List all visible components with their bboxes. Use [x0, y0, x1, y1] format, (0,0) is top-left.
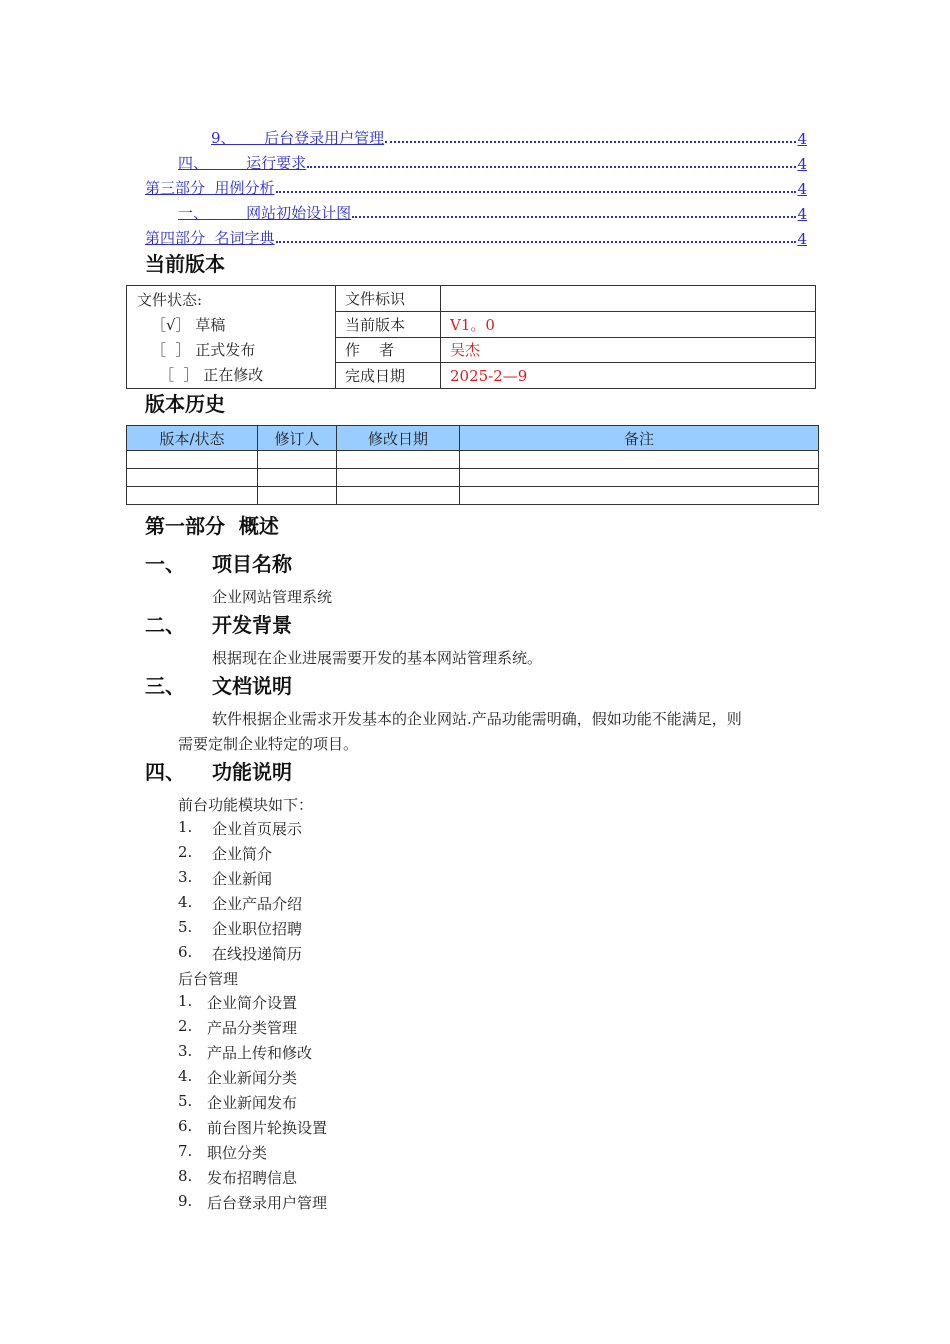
- file-id-label: 文件标识: [336, 286, 441, 312]
- section-number: 二、: [145, 613, 185, 637]
- toc-link[interactable]: [145, 226, 807, 248]
- list-item-number: 1.: [178, 818, 193, 836]
- section-number: 三、: [145, 674, 185, 698]
- list-item: 职位分类: [207, 1144, 268, 1162]
- toc-entry[interactable]: [145, 201, 807, 223]
- background-text: 根据现在企业进展需要开发的基本网站管理系统。: [212, 649, 543, 667]
- section-number: 一、: [145, 552, 185, 576]
- list-item-number: 2.: [178, 1017, 193, 1035]
- toc-label: 一、 网站初始设计图: [178, 204, 352, 222]
- list-item-number: 3.: [178, 868, 193, 886]
- project-name-text: 企业网站管理系统: [212, 588, 333, 606]
- section-title: 功能说明: [212, 760, 292, 784]
- author-value: 吴杰: [441, 337, 816, 363]
- version-value: V1。0: [441, 311, 816, 337]
- table-row: [127, 487, 819, 505]
- list-item: 发布招聘信息: [207, 1169, 298, 1187]
- toc-leader: [276, 191, 797, 193]
- list-item: 企业简介设置: [207, 994, 298, 1012]
- toc-label: 9、 后台登录用户管理: [211, 129, 385, 147]
- list-item-number: 4.: [178, 1067, 193, 1085]
- list-item: 企业首页展示: [212, 820, 303, 838]
- col-header-reviser: 修订人: [258, 426, 337, 451]
- toc-label: 第四部分 名词字典: [145, 229, 275, 247]
- author-label: 作 者: [336, 337, 441, 363]
- list-item-number: 6.: [178, 1117, 193, 1135]
- list-item: 企业简介: [212, 845, 273, 863]
- list-item: 前台图片轮换设置: [207, 1119, 328, 1137]
- col-header-date: 修改日期: [337, 426, 460, 451]
- list-item-number: 4.: [178, 893, 193, 911]
- col-header-notes: 备注: [460, 426, 819, 451]
- list-item: 企业新闻: [212, 870, 273, 888]
- toc-link[interactable]: [145, 151, 807, 173]
- list-item-number: 9.: [178, 1192, 193, 1210]
- doc-desc-line2: 需要定制企业特定的项目。: [178, 735, 359, 753]
- toc-entry[interactable]: [145, 126, 807, 148]
- toc-link[interactable]: [145, 201, 807, 223]
- current-version-heading: 当前版本: [145, 252, 225, 276]
- toc-leader: [385, 141, 796, 143]
- toc-page: 4: [797, 205, 807, 223]
- doc-desc-line1: 软件根据企业需求开发基本的企业网站.产品功能需明确，假如功能不能满足，则: [212, 710, 742, 728]
- list-item-number: 5.: [178, 1092, 193, 1110]
- section-title: 项目名称: [212, 552, 292, 576]
- frontend-intro: 前台功能模块如下：: [178, 796, 314, 814]
- list-item: 企业新闻发布: [207, 1094, 298, 1112]
- list-item: 产品上传和修改: [207, 1044, 313, 1062]
- list-item-number: 8.: [178, 1167, 193, 1185]
- toc-entry[interactable]: [145, 151, 807, 173]
- toc-link[interactable]: [145, 176, 807, 198]
- list-item: 后台登录用户管理: [207, 1194, 328, 1212]
- toc-page: 4: [797, 130, 807, 148]
- version-label: 当前版本: [336, 311, 441, 337]
- toc-leader: [276, 241, 797, 243]
- list-item: 在线投递简历: [212, 945, 303, 963]
- toc-entry[interactable]: [145, 176, 807, 198]
- toc-page: 4: [797, 230, 807, 248]
- version-history-table: [126, 425, 819, 505]
- table-row: [127, 469, 819, 487]
- version-table: [126, 285, 816, 389]
- list-item: 企业新闻分类: [207, 1069, 298, 1087]
- section-number: 四、: [145, 760, 185, 784]
- list-item-number: 3.: [178, 1042, 193, 1060]
- completion-date-label: 完成日期: [336, 363, 441, 389]
- toc-link[interactable]: [145, 126, 807, 148]
- toc-page: 4: [797, 155, 807, 173]
- col-header-version: 版本/状态: [127, 426, 258, 451]
- list-item-number: 5.: [178, 918, 193, 936]
- list-item-number: 2.: [178, 843, 193, 861]
- list-item: 产品分类管理: [207, 1019, 298, 1037]
- file-id-value: [441, 286, 816, 312]
- list-item: 企业职位招聘: [212, 920, 303, 938]
- toc-page: 4: [797, 180, 807, 198]
- part1-title: 第一部分 概述: [145, 514, 279, 538]
- version-history-heading: 版本历史: [145, 392, 225, 416]
- backend-intro: 后台管理: [178, 970, 239, 988]
- status-option-published[interactable]: ［ ］ 正式发布: [151, 341, 256, 359]
- list-item-number: 1.: [178, 992, 193, 1010]
- status-option-editing[interactable]: ［ ］ 正在修改: [159, 366, 264, 384]
- status-option-draft[interactable]: ［√］ 草稿: [151, 316, 226, 334]
- toc-leader: [307, 166, 796, 168]
- toc-leader: [352, 216, 796, 218]
- toc-label: 四、 运行要求: [178, 154, 307, 172]
- section-title: 文档说明: [212, 674, 292, 698]
- file-status-label: 文件状态:: [137, 291, 203, 309]
- section-title: 开发背景: [212, 613, 292, 637]
- completion-date-value: 2025-2—9: [441, 363, 816, 389]
- list-item: 企业产品介绍: [212, 895, 303, 913]
- toc-label: 第三部分 用例分析: [145, 179, 275, 197]
- toc-entry[interactable]: [145, 226, 807, 248]
- list-item-number: 7.: [178, 1142, 193, 1160]
- table-row: [127, 451, 819, 469]
- list-item-number: 6.: [178, 943, 193, 961]
- file-status-cell: [127, 286, 336, 389]
